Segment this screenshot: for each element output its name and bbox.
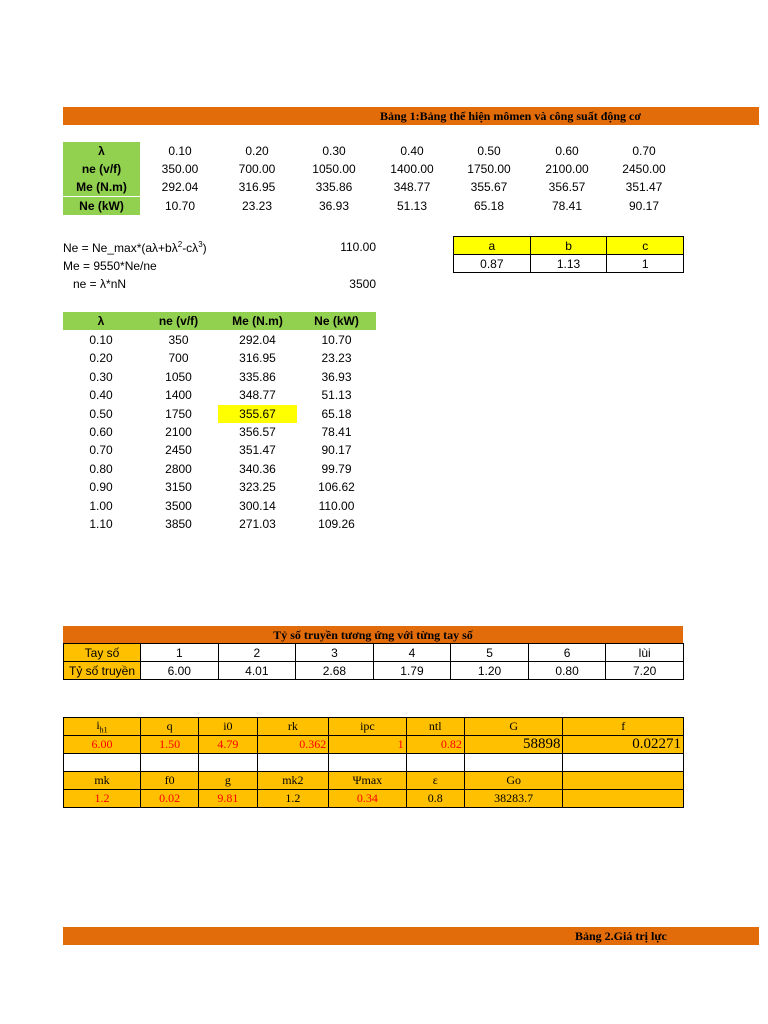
- lambda-table-cell: 2800: [165, 461, 192, 476]
- gear-name: 4: [373, 644, 451, 662]
- param-header: Ψmax: [329, 772, 406, 790]
- gear-ratio: 1.20: [451, 662, 529, 680]
- lambda-table-cell: 355.67: [218, 405, 297, 423]
- empty-cell: [199, 754, 257, 772]
- table1-cell: 1050.00: [312, 162, 356, 176]
- lambda-table-cell: 0.60: [89, 425, 113, 439]
- param-value: 0.02271: [563, 736, 684, 754]
- param-value: 0.362: [257, 736, 329, 754]
- table2-title-band: [63, 927, 759, 945]
- ne-formula-part: -cλ: [182, 241, 199, 255]
- empty-cell: [64, 754, 141, 772]
- gear-row-label: Tay số: [64, 644, 141, 662]
- param-value: 1: [329, 736, 406, 754]
- gears-title-band: [63, 626, 683, 644]
- lambda-table-cell: 109.26: [318, 517, 355, 531]
- lambda-table-cell: 0.90: [89, 480, 113, 495]
- lambda-table-cell: 348.77: [239, 388, 276, 403]
- table1-cell: 51.13: [396, 199, 428, 213]
- param-header: f0: [141, 772, 199, 790]
- gear-ratio: 1.79: [373, 662, 451, 680]
- lambda-table-cell: 0.50: [89, 406, 113, 421]
- lambda-table-cell: 3500: [165, 498, 192, 513]
- table1-cell: 2450.00: [622, 162, 666, 176]
- coef-header-c: c: [607, 237, 684, 255]
- empty-cell: [141, 754, 199, 772]
- param-value: 38283.7: [464, 790, 563, 808]
- param-value: 0.34: [329, 790, 406, 808]
- lambda-table-cell: 300.14: [239, 498, 276, 513]
- me-formula: Me = 9550*Ne/ne: [63, 259, 157, 273]
- lambda-table-cell: 3150: [165, 480, 192, 495]
- param-header: g: [199, 772, 257, 790]
- gear-ratio: 4.01: [218, 662, 296, 680]
- lambda-table-cell: 0.40: [89, 388, 113, 403]
- gear-name: 6: [528, 644, 606, 662]
- lambda-table-cell: 10.70: [321, 333, 352, 347]
- param-value: 9.81: [199, 790, 257, 808]
- table1-cell: 0.30: [322, 144, 346, 158]
- nn-formula: ne = λ*nN: [73, 277, 127, 291]
- gear-ratio: 0.80: [528, 662, 606, 680]
- ne-formula-part: Ne = Ne_max*(aλ+bλ: [63, 241, 178, 255]
- param-header: f: [563, 718, 684, 736]
- lambda-table-cell: 700: [168, 351, 189, 366]
- empty-cell: [329, 754, 406, 772]
- table1-cell: 335.86: [315, 180, 353, 194]
- gear-name: 3: [296, 644, 374, 662]
- param-header: Go: [464, 772, 563, 790]
- param-header: mk2: [257, 772, 329, 790]
- lambda-table-cell: 316.95: [239, 351, 276, 366]
- param-header: G: [464, 718, 563, 736]
- table1-cell: 36.93: [318, 199, 350, 213]
- lambda-table-header: ne (v/f): [158, 314, 199, 328]
- lambda-table-cell: 1050: [165, 369, 192, 384]
- param-value: 1.50: [141, 736, 199, 754]
- table1-cell: 0.70: [632, 144, 656, 158]
- lambda-table-cell: 1.10: [89, 517, 113, 531]
- ne-max-value: 110.00: [340, 240, 376, 254]
- param-value: 0.02: [141, 790, 199, 808]
- param-header: [563, 772, 684, 790]
- gears-table: [63, 643, 684, 680]
- gear-name: lùi: [606, 644, 684, 662]
- lambda-table-cell: 36.93: [321, 369, 352, 384]
- table1-cell: 0.60: [555, 144, 579, 158]
- params-table: [63, 717, 684, 808]
- gear-ratio: 6.00: [141, 662, 219, 680]
- param-header: ipc: [329, 718, 406, 736]
- table1-cell: 23.23: [241, 199, 273, 213]
- lambda-table-cell: 340.36: [239, 461, 276, 476]
- empty-cell: [406, 754, 464, 772]
- table1-cell: 1750.00: [467, 162, 511, 176]
- gears-title: Tỷ số truyền tương ứng với từng tay số: [273, 628, 473, 642]
- table1-cell: 700.00: [238, 162, 276, 176]
- gear-ratio: 2.68: [296, 662, 374, 680]
- lambda-table-cell: 3850: [165, 517, 192, 531]
- lambda-table-cell: 2450: [165, 443, 192, 458]
- coefficient-table: [453, 236, 684, 273]
- gear-name: 5: [451, 644, 529, 662]
- lambda-table-cell: 90.17: [321, 443, 352, 458]
- table1-cell: 0.40: [400, 144, 424, 158]
- table1-cell: 348.77: [393, 180, 431, 194]
- coef-header-b: b: [530, 237, 607, 255]
- param-value: [563, 790, 684, 808]
- ne-formula-part: ): [202, 241, 207, 255]
- param-header: mk: [64, 772, 141, 790]
- param-value: 0.8: [406, 790, 464, 808]
- lambda-table-cell: 110.00: [318, 498, 355, 513]
- table1-cell: 356.57: [548, 180, 586, 194]
- empty-cell: [563, 754, 684, 772]
- lambda-table-cell: 1.00: [89, 498, 113, 513]
- coef-value-c: 1: [607, 255, 684, 273]
- table1-cell: 316.95: [238, 180, 276, 194]
- lambda-table-header: Ne (kW): [314, 314, 359, 328]
- lambda-table-cell: 51.13: [321, 388, 352, 403]
- lambda-table-cell: 23.23: [321, 351, 352, 366]
- lambda-table-cell: 78.41: [321, 425, 352, 439]
- lambda-table-cell: 1400: [165, 388, 192, 403]
- coef-value-b: 1.13: [530, 255, 607, 273]
- param-value: 1.2: [64, 790, 141, 808]
- lambda-table-cell: 323.25: [239, 480, 276, 495]
- lambda-table-cell: 2100: [165, 425, 192, 439]
- lambda-table-cell: 106.62: [318, 480, 355, 495]
- table1-cell: 78.41: [551, 199, 583, 213]
- table1-cell: 90.17: [628, 199, 660, 213]
- lambda-table-cell: 271.03: [239, 517, 276, 531]
- param-value: 58898: [464, 736, 563, 754]
- table1-cell: 0.20: [245, 144, 269, 158]
- table1-cell: 10.70: [164, 199, 196, 213]
- table1-cell: 292.04: [161, 180, 199, 194]
- lambda-table-header: Me (N.m): [232, 314, 283, 328]
- param-header: ε: [406, 772, 464, 790]
- gear-ratio: 7.20: [606, 662, 684, 680]
- nn-value: 3500: [349, 277, 376, 291]
- coef-header-a: a: [454, 237, 531, 255]
- lambda-table-cell: 356.57: [239, 425, 276, 439]
- coef-value-a: 0.87: [454, 255, 531, 273]
- lambda-table-cell: 65.18: [321, 406, 352, 421]
- table1-title-band: [63, 107, 759, 125]
- lambda-table-cell: 0.20: [89, 351, 113, 366]
- table1-label-lambda: λ: [63, 142, 140, 160]
- lambda-table-cell: 1750: [165, 406, 192, 421]
- lambda-table-cell: 335.86: [239, 369, 276, 384]
- table2-title: Bảng 2.Giá trị lực: [575, 929, 667, 943]
- param-value: 6.00: [64, 736, 141, 754]
- lambda-table-cell: 292.04: [239, 333, 276, 347]
- empty-cell: [257, 754, 329, 772]
- param-value: 4.79: [199, 736, 257, 754]
- table1-cell: 0.10: [168, 144, 192, 158]
- lambda-table-cell: 99.79: [321, 461, 352, 476]
- lambda-table-cell: 350: [168, 333, 189, 347]
- lambda-table-cell: 0.10: [89, 333, 113, 347]
- table1-label-ne: ne (v/f): [63, 160, 140, 178]
- lambda-table-cell: 351.47: [239, 443, 276, 458]
- empty-cell: [464, 754, 563, 772]
- table1-cell: 0.50: [477, 144, 501, 158]
- table1-title: Bảng 1:Bảng thể hiện mômen và công suất động cơ: [380, 109, 642, 123]
- table1-cell: 1400.00: [390, 162, 434, 176]
- table1-cell: 355.67: [470, 180, 508, 194]
- gear-name: 2: [218, 644, 296, 662]
- param-value: 1.2: [257, 790, 329, 808]
- table1-cell: 65.18: [473, 199, 505, 213]
- param-header: q: [141, 718, 199, 736]
- table1-label-nek: Ne (kW): [63, 197, 140, 215]
- param-header: i0: [199, 718, 257, 736]
- param-header: $i_{h1}$: [64, 718, 141, 736]
- lambda-table-cell: 0.80: [89, 461, 113, 476]
- ne-formula: $Ne = Ne\_\max*(a\lambda+b\lambda^2-c\lambda^3)$: [63, 240, 207, 255]
- table1-cell: 2100.00: [545, 162, 589, 176]
- param-header: rk: [257, 718, 329, 736]
- gear-row-label: Tỷ số truyền: [64, 662, 141, 680]
- table1-label-me: Me (N.m): [63, 178, 140, 196]
- lambda-table-cell: 0.70: [89, 443, 113, 458]
- param-header: ntl: [406, 718, 464, 736]
- table1-cell: 351.47: [625, 180, 663, 194]
- param-value: 0.82: [406, 736, 464, 754]
- lambda-table-header: λ: [97, 314, 105, 328]
- table1-cell: 350.00: [161, 162, 199, 176]
- lambda-table-cell: 0.30: [89, 369, 113, 384]
- gear-name: 1: [141, 644, 219, 662]
